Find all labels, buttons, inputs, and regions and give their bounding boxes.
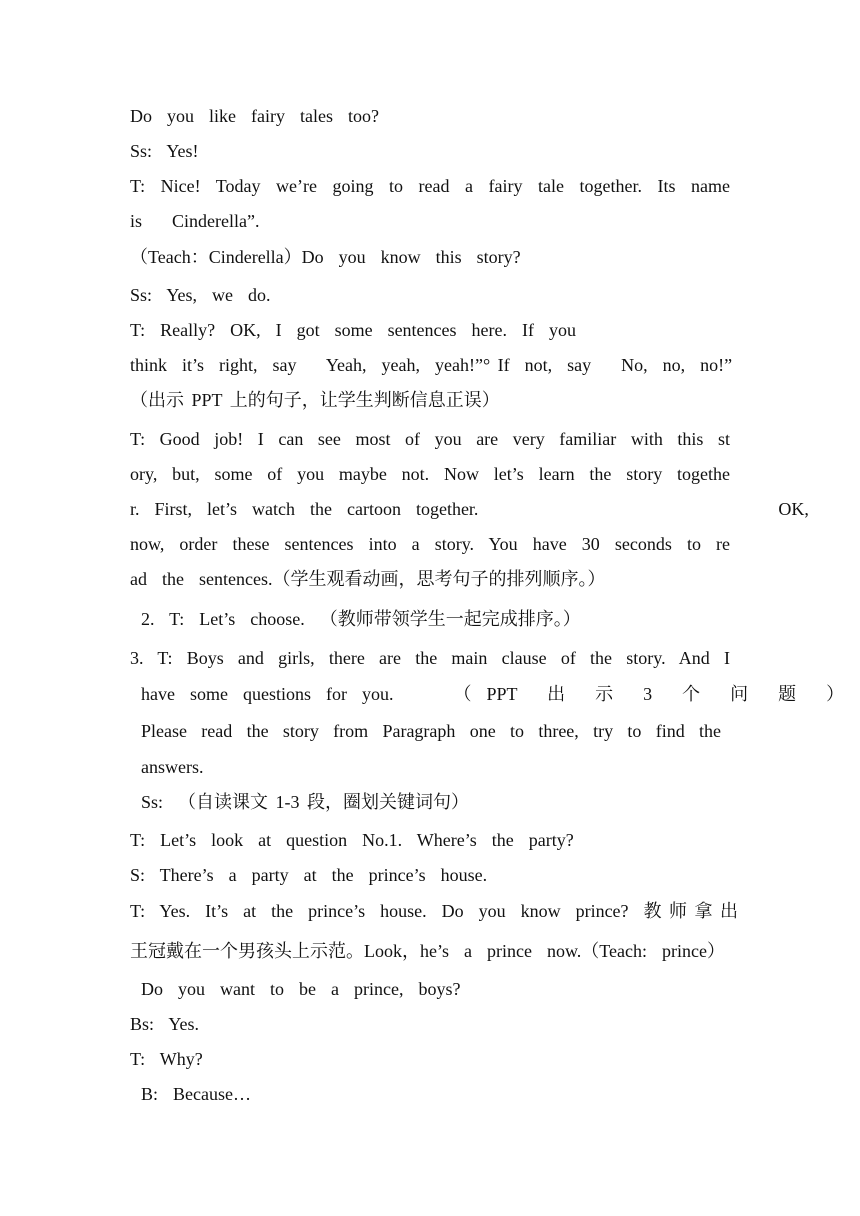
text-line-12: r. First, let’s watch the cartoon together. OK, [130,499,809,519]
text-line-25: Do you want to be a prince, boys? [141,979,461,999]
text-line-1: Do you like fairy tales too? [130,106,379,126]
text-line-14: ad the sentences.（学生观看动画，思考句子的排列顺序。） [130,569,606,589]
text-line-13: now, order these sentences into a story. You have 30 seconds to re [130,534,730,554]
text-line-2: Ss: Yes! [130,141,199,161]
text-line-20: Ss: （自读课文 1-3 段，圈划关键词句） [141,792,470,812]
text-line-27: T: Why? [130,1049,203,1069]
text-line-22: S: There’s a party at the prince’s house. [130,865,488,885]
text-line-26: Bs: Yes. [130,1014,200,1034]
text-line-11: ory, but, some of you maybe not. Now let’s learn the story togethe [130,464,730,484]
text-line-17: have some questions for you. （ PPT 出 示 3 个 问 题 ） [141,684,845,704]
text-line-9: （出示 PPT 上的句子，让学生判断信息正误） [130,390,500,410]
text-line-3: T: Nice! Today we’re going to read a fairy tale together. Its name [130,176,730,196]
text-line-7: T: Really? OK, I got some sentences here. If you [130,320,576,340]
text-line-15: 2. T: Let’s choose. （教师带领学生一起完成排序。） [141,609,581,629]
text-line-24: 王冠戴在一个男孩头上示范。Look，he’s a prince now.（Teach: prince） [130,941,725,961]
text-line-21: T: Let’s look at question No.1. Where’s the party? [130,830,574,850]
text-line-8: think it’s right, say Yeah, yeah, yeah!”° If not, say No, no, no!” [130,355,733,375]
text-line-19: answers. [141,757,204,777]
text-line-4: is Cinderella”. [130,211,260,231]
text-line-18: Please read the story from Paragraph one to three, try to find the [141,721,721,741]
text-line-10: T: Good job! I can see most of you are very familiar with this st [130,429,730,449]
text-line-23: T: Yes. It’s at the prince’s house. Do you know prince? 教 师 拿 出 [130,901,739,921]
text-line-16: 3. T: Boys and girls, there are the main clause of the story. And I [130,648,730,668]
text-line-28: B: Because… [141,1084,251,1104]
text-line-5: （Teach：Cinderella）Do you know this story? [130,247,521,267]
text-line-6: Ss: Yes, we do. [130,285,271,305]
